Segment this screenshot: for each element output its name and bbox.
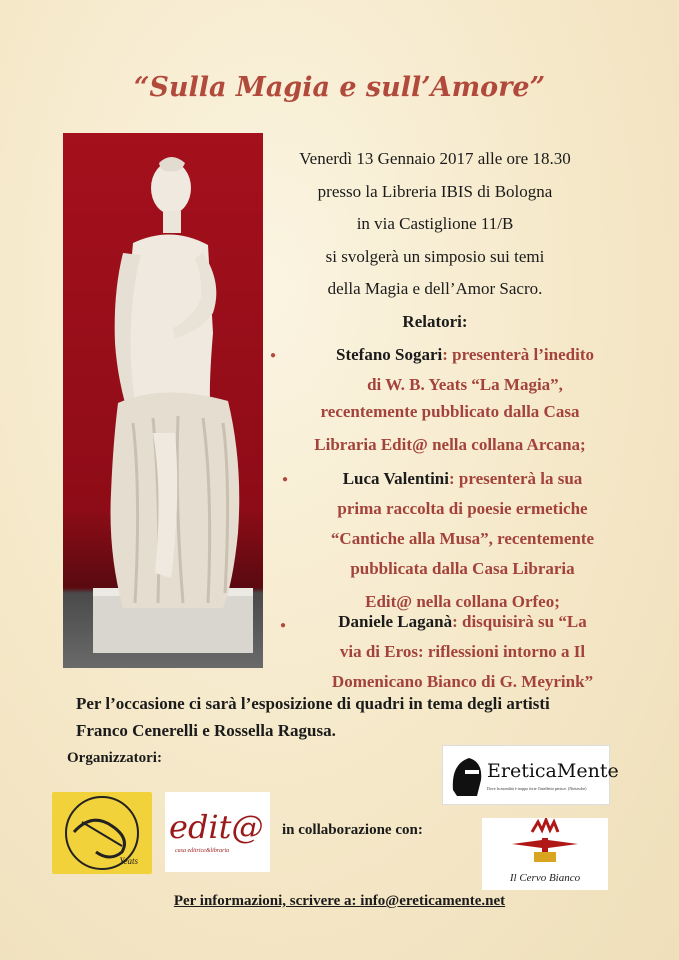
speaker-1-line-2: di W. B. Yeats “La Magia”, <box>367 375 563 394</box>
edit-logo <box>165 792 270 872</box>
helmet-icon <box>447 750 487 800</box>
edit-logo-sub: casa editrice&libraria <box>175 848 230 854</box>
speaker-3-line-3: Domenicano Bianco di G. Meyrink” <box>331 672 594 691</box>
event-description-1: si svolgerà un simposio sui temi <box>325 246 545 266</box>
speaker-3 <box>290 607 635 697</box>
speaker-2-line-5: Edit@ nella collana Orfeo; <box>365 592 560 611</box>
yeats-logo-text: Yeats <box>119 856 138 866</box>
speaker-2-line-1: Luca Valentini: presenterà la sua <box>342 469 583 488</box>
cervo-bianco-logo <box>482 818 608 890</box>
exhibition-note <box>76 690 550 744</box>
cervo-bianco-text: Il Cervo Bianco <box>509 872 581 884</box>
event-details <box>265 143 605 338</box>
ereticamente-logo-text: EreticaMente <box>487 760 619 782</box>
bullet-icon: ● <box>282 474 289 485</box>
speaker-2-line-4: pubblicata dalla Casa Libraria <box>350 559 575 578</box>
edit-logo-text: edit@ <box>169 808 264 846</box>
bullet-icon: ● <box>280 620 287 631</box>
speaker-1-line-1: Stefano Sogari: presenterà l’inedito <box>336 345 594 364</box>
event-date: Venerdì 13 Gennaio 2017 alle ore 18.30 <box>299 149 571 168</box>
speaker-1-line-3: recentemente pubblicato dalla Casa <box>320 402 580 421</box>
ereticamente-logo-sub: Dove la moralità è troppo forte l'intelletto perisce. (Nietzsche) <box>487 786 587 791</box>
statue-photo <box>63 133 263 668</box>
venus-statue-image <box>63 133 263 668</box>
event-venue: presso la Libreria IBIS di Bologna <box>317 181 553 201</box>
organizers-label: Organizzatori: <box>67 750 162 766</box>
ereticamente-logo <box>442 745 619 805</box>
yeats-logo <box>52 792 152 874</box>
poster-title: “Sulla Magia e sull’Amore” <box>133 72 546 103</box>
relatori-label: Relatori: <box>402 311 468 331</box>
speaker-2-line-3: “Cantiche alla Musa”, recentemente <box>330 529 595 548</box>
speaker-2-line-2: prima raccolta di poesie ermetiche <box>337 499 588 518</box>
event-address: in via Castiglione 11/B <box>356 214 514 233</box>
cervo-bianco-emblem <box>482 818 608 874</box>
contact-info[interactable]: Per informazioni, scrivere a: info@ereticamente.net <box>173 893 506 909</box>
event-description-2: della Magia e dell’Amor Sacro. <box>327 279 543 298</box>
exhibition-line-1: Per l’occasione ci sarà l’esposizione di quadri in tema degli artisti <box>76 694 550 713</box>
speaker-1 <box>300 340 630 400</box>
speaker-3-line-1: Daniele Laganà: disquisirà su “La <box>338 612 587 631</box>
speaker-1-line-4: Libraria Edit@ nella collana Arcana; <box>314 435 586 454</box>
bullet-icon: ● <box>270 350 277 361</box>
exhibition-line-2: Franco Cenerelli e Rossella Ragusa. <box>76 721 336 740</box>
speaker-1-cont <box>265 397 635 460</box>
collaboration-label: in collaborazione con: <box>282 822 423 838</box>
speaker-3-line-2: via di Eros: riflessioni intorno a Il <box>339 642 586 661</box>
speaker-2 <box>290 464 635 617</box>
